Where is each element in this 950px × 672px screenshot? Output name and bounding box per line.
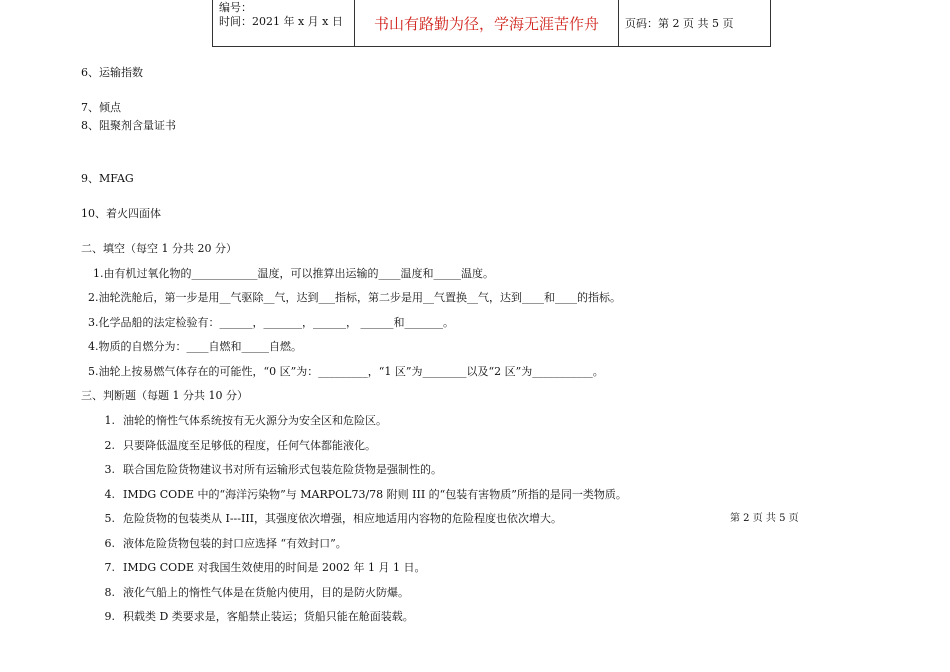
item-text: 积载类 D 类要求是，客船禁止装运；货船只能在舱面装载。 (123, 610, 414, 623)
item-text: 油轮的惰性气体系统按有无火源分为安全区和危险区。 (123, 414, 387, 427)
judgment-item (96, 586, 409, 600)
item-text: 只要降低温度至足够低的程度，任何气体都能液化。 (123, 439, 376, 452)
fill-blank-item: 2.油轮洗舱后，第一步是用__气驱除__气，达到___指标，第二步是用__气置换__气，达到____和____的指标。 (88, 291, 621, 304)
section3-title: 三、判断题（每题 1 分共 10 分） (81, 389, 248, 402)
judgment-item (96, 414, 387, 428)
definition-item: 8、阻聚剂含量证书 (81, 119, 176, 132)
page-label: 页码：第 2 页 共 5 页 (625, 17, 734, 30)
item-number: 1. (104, 414, 115, 427)
fill-blank-item: 1.由有机过氧化物的____________温度，可以推算出运输的____温度和_____温度。 (93, 267, 494, 280)
item-number: 6. (104, 537, 115, 550)
judgment-item (96, 561, 425, 575)
item-text: 液化气船上的惰性气体是在货舱内使用，目的是防火防爆。 (123, 586, 409, 599)
item-number: 7. (104, 561, 115, 574)
definition-item: 9、MFAG (81, 172, 134, 185)
header-table (212, 0, 771, 47)
judgment-item (96, 463, 442, 477)
item-text: 液体危险货物包装的封口应选择 “有效封口”。 (123, 537, 347, 550)
judgment-item (96, 512, 562, 526)
definition-item: 6、运输指数 (81, 66, 143, 79)
item-text: IMDG CODE 对我国生效使用的时间是 2002 年 1 月 1 日。 (123, 561, 426, 574)
fill-blank-item: 5.油轮上按易燃气体存在的可能性，“0 区”为：_________，“1 区”为________以及“2 区”为___________。 (88, 365, 604, 378)
judgment-item (96, 488, 627, 502)
header-info-cell (213, 0, 355, 46)
item-text: 联合国危险货物建议书对所有运输形式包装危险货物是强制性的。 (123, 463, 442, 476)
item-number: 2. (104, 439, 115, 452)
item-number: 9. (104, 610, 115, 623)
item-text: IMDG CODE 中的“海洋污染物”与 MARPOL73/78 附则 III 的“包装有害物质”所指的是同一类物质。 (123, 488, 627, 501)
time-label: 时间：2021 年 x 月 x 日 (219, 15, 343, 28)
page-number-footer: 第 2 页 共 5 页 (730, 513, 799, 524)
definition-item: 7、倾点 (81, 101, 121, 114)
judgment-item (96, 537, 347, 551)
judgment-item (96, 439, 376, 453)
fill-blank-item: 4.物质的自燃分为：____自燃和_____自燃。 (88, 340, 302, 353)
item-number: 5. (104, 512, 115, 525)
definition-item: 10、着火四面体 (81, 207, 161, 220)
judgment-item (96, 610, 414, 624)
item-number: 8. (104, 586, 115, 599)
item-number: 4. (104, 488, 115, 501)
item-text: 危险货物的包装类从 I---III，其强度依次增强，相应地适用内容物的危险程度也依次增大。 (123, 512, 563, 525)
section2-title: 二、填空（每空 1 分共 20 分） (81, 242, 237, 255)
number-label: 编号： (219, 1, 252, 14)
fill-blank-item: 3.化学品船的法定检验有：______，_______，______， ______和_______。 (88, 316, 454, 329)
motto: 书山有路勤为径，学海无涯苦作舟 (355, 0, 619, 46)
item-number: 3. (104, 463, 115, 476)
